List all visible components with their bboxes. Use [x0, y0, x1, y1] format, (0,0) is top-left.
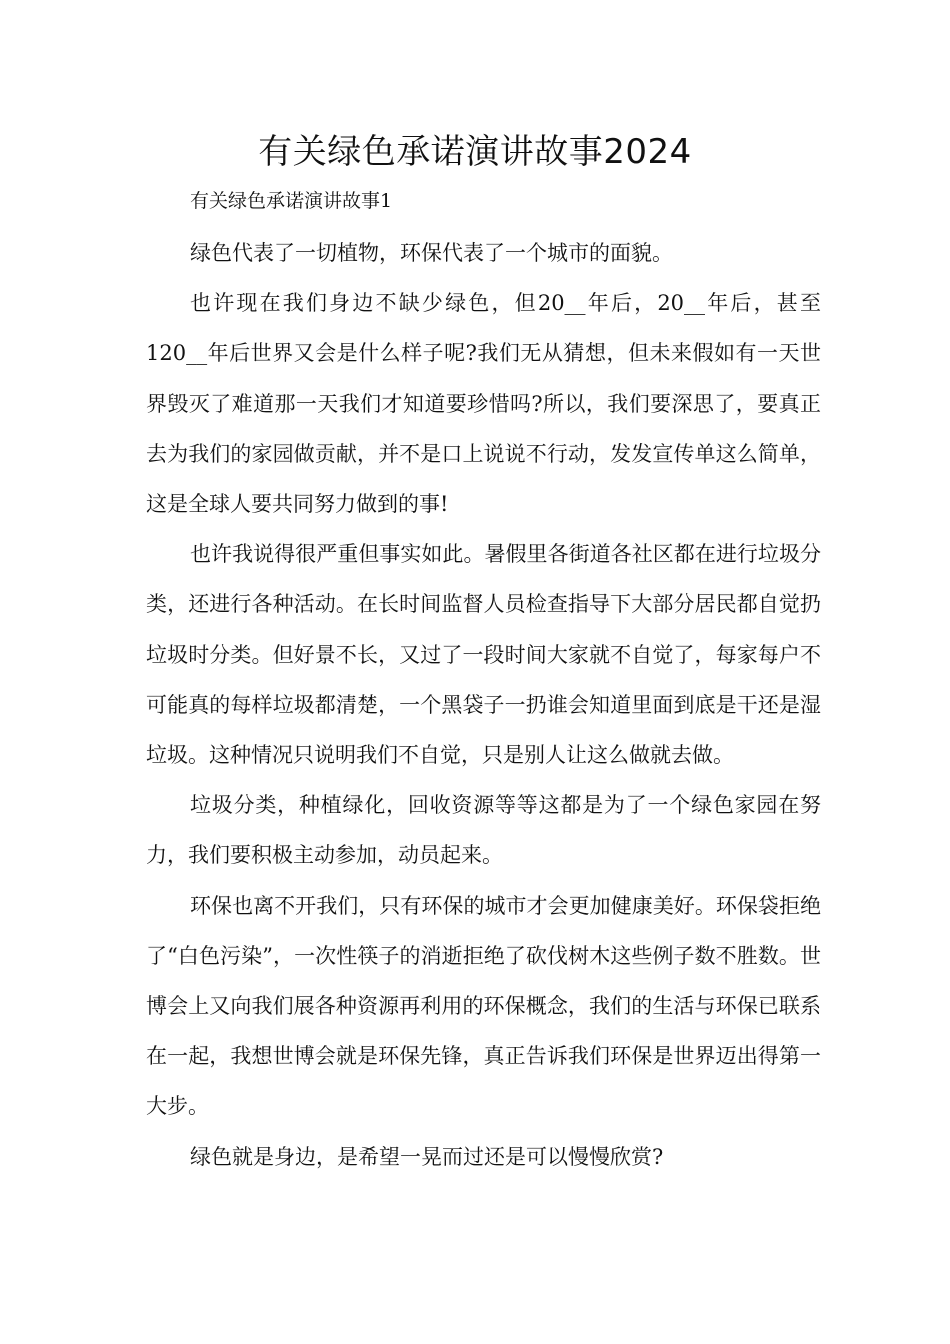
document-body	[146, 228, 821, 1182]
paragraph-4: 垃圾分类，种植绿化，回收资源等等这都是为了一个绿色家园在努力，我们要积极主动参加，动员起来。	[146, 793, 821, 868]
paragraph-1: 绿色代表了一切植物，环保代表了一个城市的面貌。	[190, 241, 673, 265]
document-subtitle: 有关绿色承诺演讲故事1	[190, 190, 393, 212]
paragraph-3: 也许我说得很严重但事实如此。暑假里各街道各社区都在进行垃圾分类，还进行各种活动。在长时间监督人员检查指导下大部分居民都自觉扔垃圾时分类。但好景不长，又过了一段时间大家就不自觉了，每家每户不可能真的每样垃圾都清楚，一个黑袋子一扔谁会知道里面到底是干还是湿垃圾。这种情况只说明我们不自觉，只是别人让这么做就去做。	[146, 542, 821, 768]
document-title: 有关绿色承诺演讲故事2024	[258, 132, 692, 172]
paragraph-2: 也许现在我们身边不缺少绿色，但20__年后，20__年后，甚至120__年后世界又会是什么样子呢?我们无从猜想，但未来假如有一天世界毁灭了难道那一天我们才知道要珍惜吗?所以，我们要深思了，要真正去为我们的家园做贡献，并不是口上说说不行动，发发宣传单这么简单，这是全球人要共同努力做到的事!	[146, 291, 821, 517]
paragraph-6: 绿色就是身边，是希望一晃而过还是可以慢慢欣赏?	[190, 1144, 664, 1169]
paragraph-5: 环保也离不开我们，只有环保的城市才会更加健康美好。环保袋拒绝了“白色污染”，一次性筷子的消逝拒绝了砍伐树木这些例子数不胜数。世博会上又向我们展各种资源再利用的环保概念，我们的生活与环保已联系在一起，我想世博会就是环保先锋，真正告诉我们环保是世界迈出得第一大步。	[146, 893, 821, 1119]
